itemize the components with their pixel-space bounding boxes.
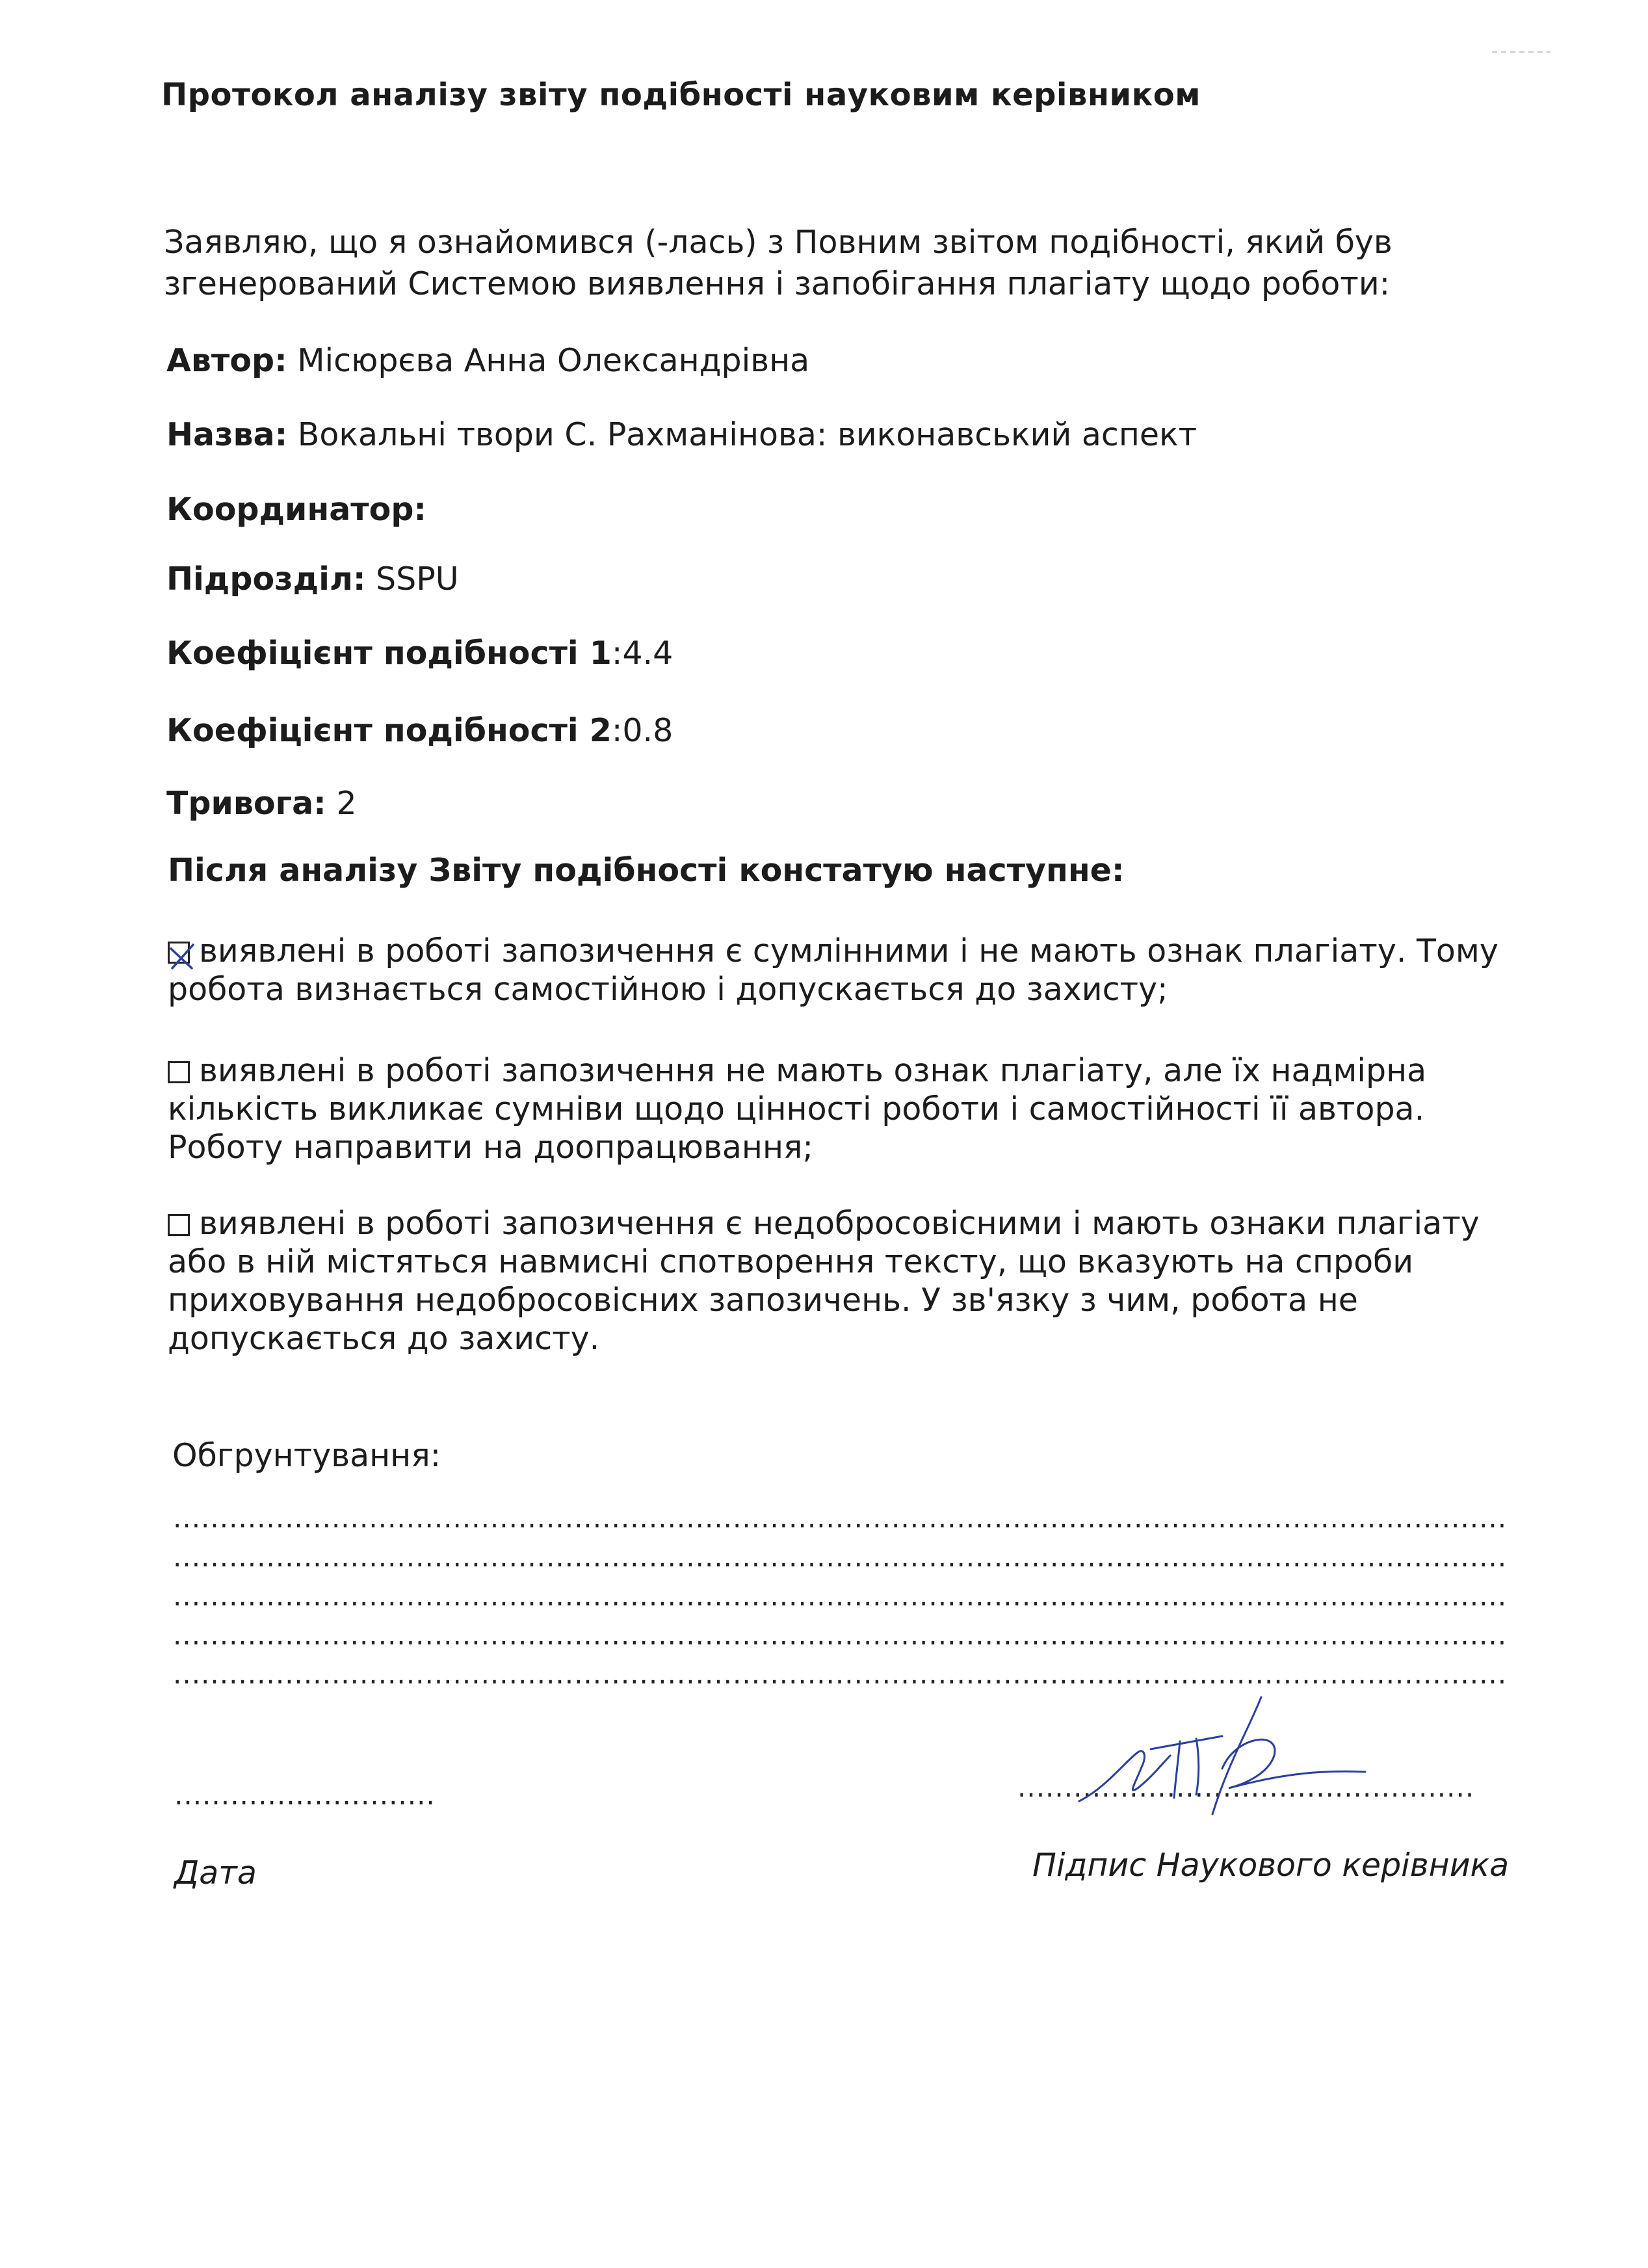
scan-mark (1492, 51, 1550, 53)
unit-field (166, 560, 459, 598)
option-3-checkbox[interactable] (168, 1214, 190, 1236)
intro-line-2: згенерований Системою виявлення і запобігання плагіату щодо роботи: (164, 265, 1391, 302)
name-value: Вокальні твори С. Рахманінова: виконавський аспект (297, 416, 1197, 453)
option-2-line-1 (168, 1052, 1426, 1090)
coefficient-1-field (166, 635, 673, 672)
coefficient-2-value: :0.8 (611, 712, 674, 749)
option-1-checkbox[interactable] (168, 942, 190, 964)
justification-line-5[interactable]: ............................................................................................................................................... (173, 1658, 1508, 1690)
option-3-text-1: виявлені в роботі запозичення є недобросовісними і мають ознаки плагіату (199, 1205, 1480, 1242)
option-2-checkbox[interactable] (168, 1061, 190, 1083)
author-value: Місюрєва Анна Олександрівна (297, 342, 810, 379)
option-3-text-4: допускається до захисту. (168, 1320, 600, 1357)
unit-value: SSPU (376, 560, 459, 598)
conclusion-heading: Після аналізу Звіту подібності констатую наступне: (168, 852, 1125, 889)
intro-line-1: Заявляю, що я ознайомився (-лась) з Повним звітом подібності, який був (164, 224, 1393, 261)
date-line[interactable]: ............................ (174, 1779, 436, 1811)
handwritten-check-icon (163, 936, 200, 972)
name-label: Назва: (166, 416, 288, 453)
option-2-text-1: виявлені в роботі запозичення не мають ознак плагіату, але їх надмірна (199, 1052, 1427, 1089)
unit-label: Підрозділ: (166, 560, 366, 598)
name-field (166, 416, 1197, 453)
justification-line-4[interactable]: ............................................................................................................................................... (173, 1619, 1508, 1651)
justification-line-2[interactable]: ............................................................................................................................................... (173, 1541, 1508, 1573)
option-2-text-2: кількість викликає сумніви щодо цінності роботи і самостійності її автора. (168, 1090, 1425, 1127)
author-label: Автор: (166, 342, 287, 379)
option-1-line-1 (168, 932, 1498, 970)
coefficient-2-label: Коефіцієнт подібності 2 (166, 712, 612, 749)
option-3-line-1 (168, 1205, 1480, 1243)
option-3-text-3: приховування недобросовісних запозичень. У зв'язку з чим, робота не (168, 1282, 1358, 1319)
coordinator-label: Координатор: (166, 491, 427, 528)
document-title: Протокол аналізу звіту подібності науковим керівником (161, 77, 1201, 113)
coordinator-field (166, 491, 426, 528)
justification-line-3[interactable]: ............................................................................................................................................... (173, 1580, 1508, 1612)
coefficient-2-field (166, 712, 673, 749)
handwritten-signature (1066, 1691, 1391, 1821)
signature-label: Підпис Наукового керівника (1032, 1847, 1510, 1884)
option-3-text-2: або в ній містяться навмисні спотворення тексту, що вказують на спроби (168, 1243, 1414, 1280)
alarm-field (166, 785, 357, 822)
option-1-text-1: виявлені в роботі запозичення є сумлінними і не мають ознак плагіату. Тому (199, 932, 1498, 969)
option-2-text-3: Роботу направити на доопрацювання; (168, 1129, 813, 1166)
signature-line[interactable]: ................................................. (1017, 1771, 1475, 1803)
alarm-label: Тривога: (166, 785, 326, 822)
option-1-text-2: робота визнається самостійною і допускається до захисту; (168, 971, 1168, 1008)
date-label: Дата (174, 1854, 257, 1892)
coefficient-1-value: :4.4 (611, 635, 674, 672)
justification-line-1[interactable]: ............................................................................................................................................... (173, 1502, 1508, 1534)
justification-label: Обгрунтування: (172, 1437, 441, 1474)
author-field (166, 342, 809, 379)
alarm-value: 2 (336, 785, 357, 822)
coefficient-1-label: Коефіцієнт подібності 1 (166, 635, 612, 672)
